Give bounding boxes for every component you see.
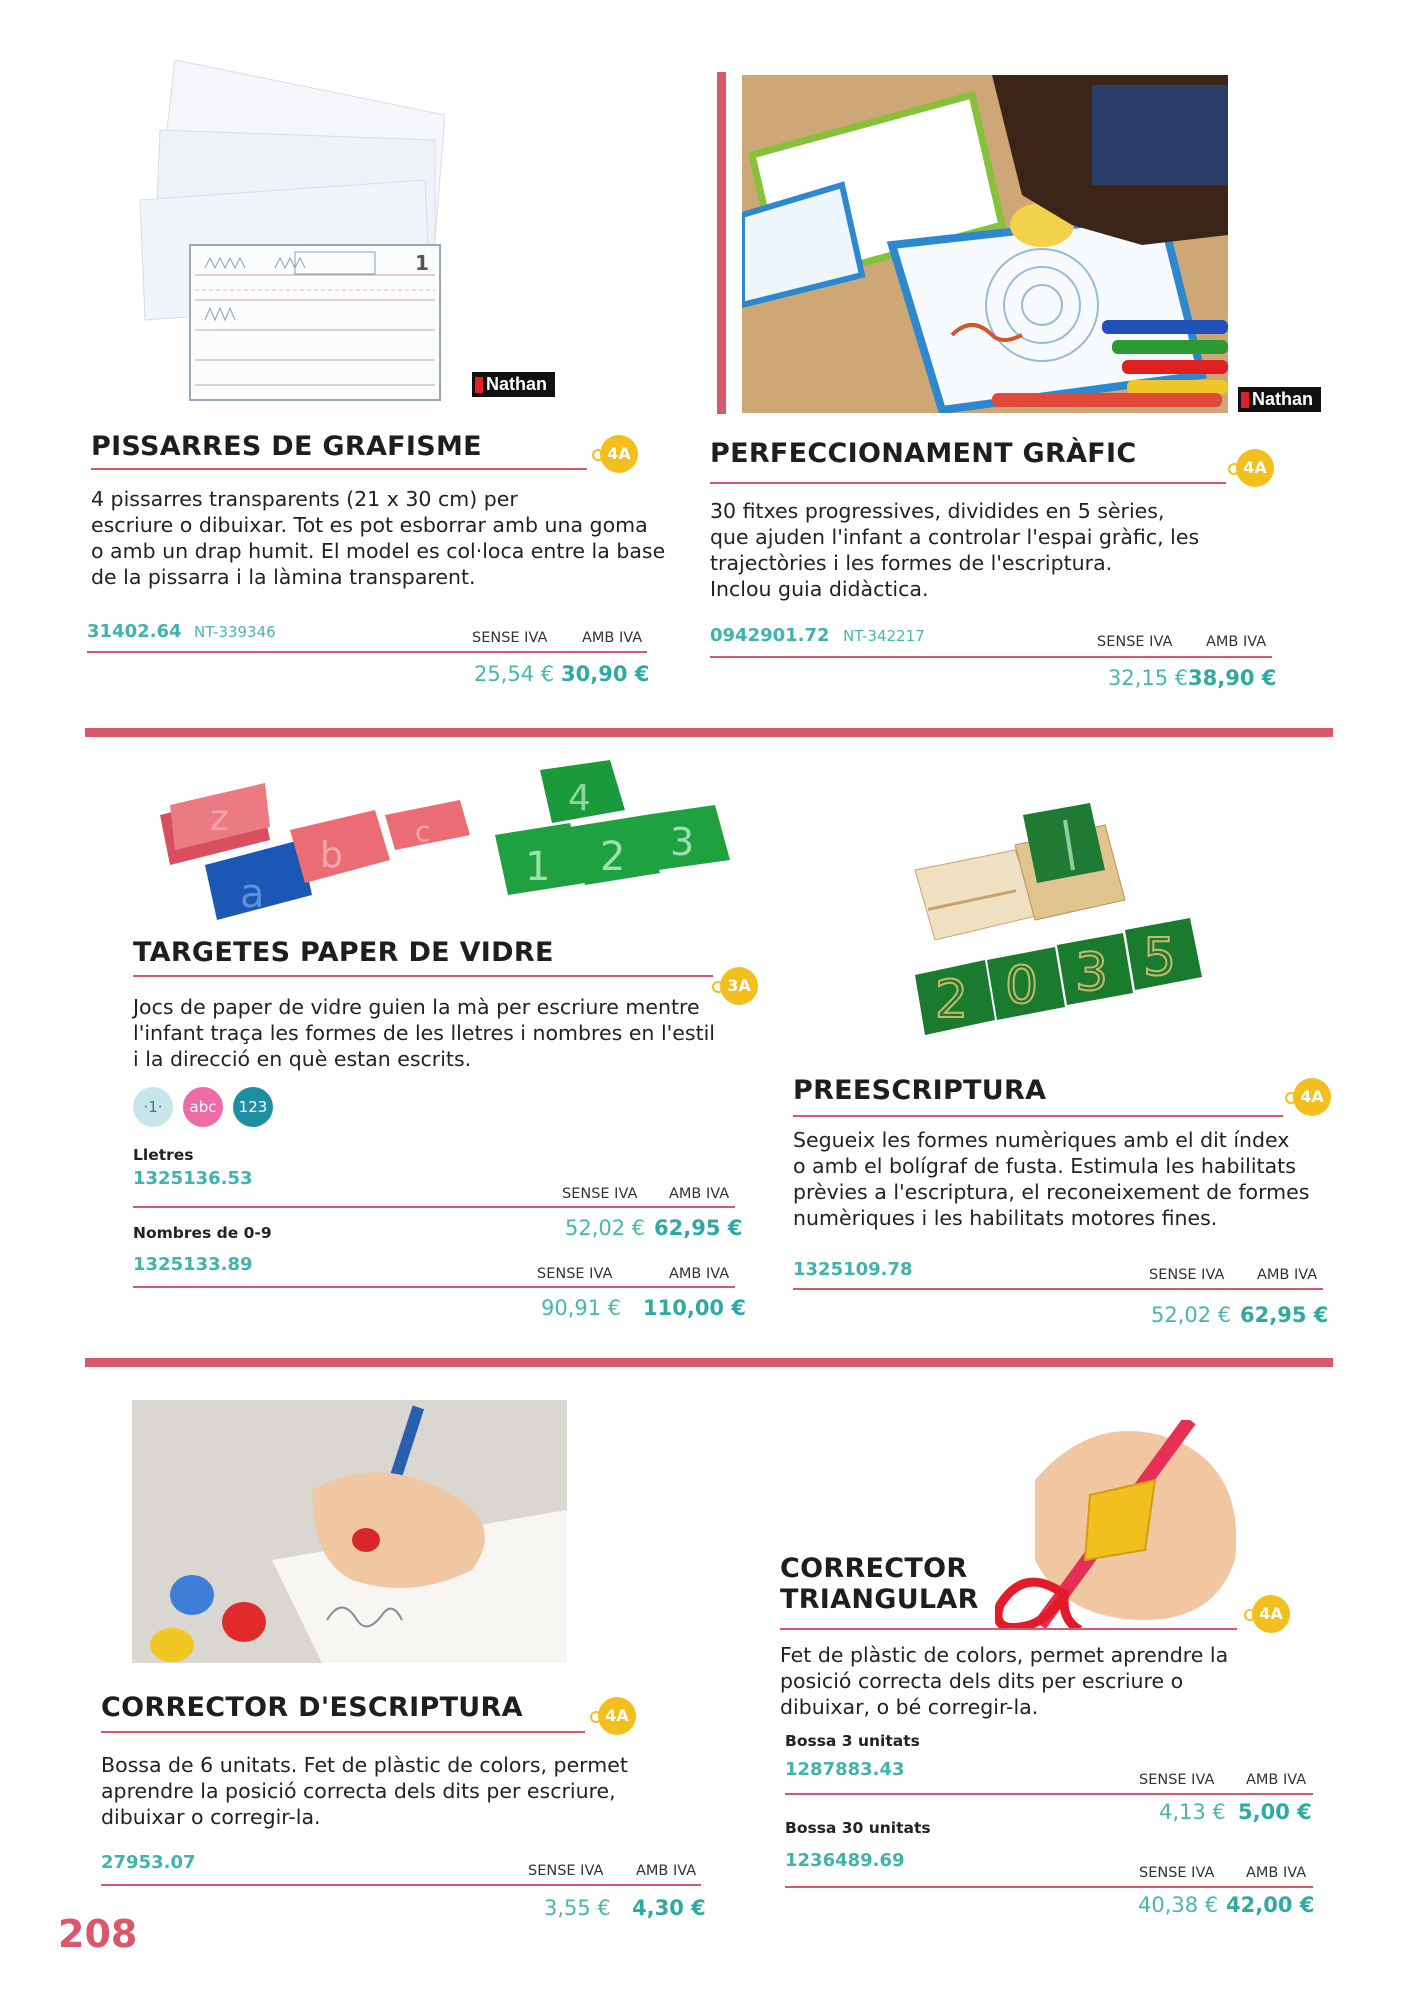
product-reference: NT-339346 [194, 623, 276, 641]
price-with-vat: 42,00 € [1226, 1893, 1315, 1917]
vertical-accent-bar [717, 72, 726, 414]
product-code: 1236489.69 [785, 1850, 905, 1871]
product-description: Jocs de paper de vidre guien la mà per escriure mentre l'infant traça les formes de les lletres i nombres en l'estil i la direcció en què estan escrits. [133, 995, 715, 1071]
label-amb-iva: AMB IVA [1257, 1267, 1318, 1283]
price-without-vat: 32,15 € [1108, 666, 1189, 690]
svg-text:1: 1 [415, 251, 429, 275]
price-without-vat: 4,13 € [1159, 1800, 1226, 1824]
price-without-vat: 52,02 € [565, 1216, 646, 1240]
product-title-pissarres: PISSARRES DE GRAFISME [91, 431, 482, 462]
price-without-vat: 90,91 € [541, 1296, 622, 1320]
variant-name: Lletres [133, 1146, 194, 1164]
label-amb-iva: AMB IVA [669, 1186, 730, 1202]
nathan-brand-logo: Nathan [1238, 387, 1321, 412]
product-image-transparent-boards [135, 60, 445, 405]
title-underline [101, 1731, 585, 1733]
product-code: 27953.07 [101, 1852, 196, 1873]
age-badge: 3A [712, 967, 752, 1007]
price-without-vat: 25,54 € [474, 662, 555, 686]
product-title-corrector-triangular: CORRECTOR TRIANGULAR [780, 1553, 979, 1616]
price-divider [133, 1206, 735, 1208]
svg-text:b: b [320, 835, 343, 876]
price-divider [133, 1286, 735, 1288]
price-divider [793, 1288, 1323, 1290]
product-image-writing-grips [132, 1400, 567, 1663]
svg-text:c: c [415, 815, 431, 848]
product-code: 1325136.53 [133, 1168, 253, 1189]
product-image-child-tracing [742, 75, 1228, 413]
product-title-targetes: TARGETES PAPER DE VIDRE [133, 937, 554, 968]
label-amb-iva: AMB IVA [1206, 634, 1267, 650]
title-underline [91, 468, 587, 470]
variant-name: Bossa 30 unitats [785, 1819, 931, 1837]
product-description: 30 fitxes progressives, dividides en 5 sèries, que ajuden l'infant a controlar l'espai gràfic, les trajectòries i les formes de l'escriptura. Inclou guia didàctica. [710, 499, 1200, 601]
product-title-preescriptura: PREESCRIPTURA [793, 1075, 1047, 1106]
label-amb-iva: AMB IVA [1246, 1772, 1307, 1788]
price-with-vat: 4,30 € [632, 1896, 706, 1920]
label-amb-iva: AMB IVA [582, 630, 643, 646]
product-image-sandpaper-cards [140, 755, 760, 925]
digit-3: 3 [1075, 943, 1109, 1003]
price-with-vat: 62,95 € [1240, 1303, 1329, 1327]
age-badge: 4A [1285, 1078, 1325, 1118]
product-title-perfeccionament: PERFECCIONAMENT GRÀFIC [710, 438, 1137, 469]
svg-text:2: 2 [600, 834, 626, 880]
svg-text:a: a [240, 871, 265, 917]
title-underline [793, 1115, 1283, 1117]
label-sense-iva: SENSE IVA [562, 1186, 638, 1202]
price-divider [87, 651, 647, 653]
label-amb-iva: AMB IVA [636, 1863, 697, 1879]
page-number: 208 [58, 1912, 138, 1956]
label-sense-iva: SENSE IVA [1097, 634, 1173, 650]
price-with-vat: 110,00 € [643, 1296, 746, 1320]
section-divider [85, 1358, 1333, 1367]
digit-2: 2 [935, 970, 969, 1030]
svg-text:1: 1 [525, 844, 551, 890]
product-reference: NT-342217 [843, 627, 925, 645]
digit-5: 5 [1143, 928, 1177, 988]
product-code: 31402.64 [87, 621, 182, 642]
svg-text:z: z [210, 798, 229, 839]
price-with-vat: 62,95 € [654, 1216, 743, 1240]
product-image-triangular-grip [995, 1420, 1250, 1630]
dots-icon: ·1· [133, 1087, 173, 1127]
product-description: Fet de plàstic de colors, permet aprendre la posició correcta dels dits per escriure o dibuixar, o bé corregir-la. [780, 1643, 1229, 1719]
product-description: 4 pissarres transparents (21 x 30 cm) per escriure o dibuixar. Tot es pot esborrar amb una goma o amb un drap humit. El model es col·loca entre la base de la pissarra i la làmina transparent. [91, 487, 666, 589]
product-description: Bossa de 6 unitats. Fet de plàstic de colors, permet aprendre la posició correcta dels dits per escriure, dibuixar o corregir-la. [101, 1753, 628, 1829]
price-divider [101, 1884, 701, 1886]
product-code: 1325133.89 [133, 1254, 253, 1275]
product-title-corrector-escriptura: CORRECTOR D'ESCRIPTURA [101, 1692, 523, 1723]
numbers-icon: 123 [233, 1087, 273, 1127]
age-badge: 4A [1228, 449, 1268, 489]
label-sense-iva: SENSE IVA [528, 1863, 604, 1879]
age-badge: 4A [592, 435, 632, 475]
title-underline [710, 482, 1226, 484]
label-sense-iva: SENSE IVA [537, 1266, 613, 1282]
product-code: 0942901.72 [710, 625, 830, 646]
svg-text:3: 3 [670, 820, 695, 864]
age-badge: 4A [590, 1697, 630, 1737]
product-code: 1325109.78 [793, 1259, 913, 1280]
nathan-brand-logo: Nathan [472, 372, 555, 397]
label-sense-iva: SENSE IVA [1139, 1772, 1215, 1788]
price-divider [785, 1886, 1313, 1888]
variant-name: Bossa 3 unitats [785, 1732, 920, 1750]
price-divider [710, 656, 1272, 658]
price-without-vat: 3,55 € [544, 1896, 611, 1920]
product-description: Segueix les formes numèriques amb el dit índex o amb el bolígraf de fusta. Estimula les habilitats prèvies a l'escriptura, el reconeixement de formes numèriques i les habilitats motores fines. [793, 1128, 1310, 1230]
title-underline [780, 1628, 1237, 1630]
digit-0: 0 [1005, 956, 1039, 1016]
price-with-vat: 38,90 € [1188, 666, 1277, 690]
price-without-vat: 52,02 € [1151, 1303, 1232, 1327]
price-divider [785, 1793, 1313, 1795]
letters-icon: abc [183, 1087, 223, 1127]
title-underline [133, 975, 713, 977]
price-without-vat: 40,38 € [1138, 1893, 1219, 1917]
label-amb-iva: AMB IVA [669, 1266, 730, 1282]
price-with-vat: 30,90 € [561, 662, 650, 686]
product-image-number-tracing-box [905, 795, 1225, 1050]
section-divider [85, 728, 1333, 737]
variant-name: Nombres de 0-9 [133, 1224, 272, 1242]
label-sense-iva: SENSE IVA [1139, 1865, 1215, 1881]
price-with-vat: 5,00 € [1238, 1800, 1312, 1824]
label-sense-iva: SENSE IVA [472, 630, 548, 646]
product-code: 1287883.43 [785, 1759, 905, 1780]
label-amb-iva: AMB IVA [1246, 1865, 1307, 1881]
age-badge: 4A [1244, 1595, 1284, 1635]
svg-text:4: 4 [568, 778, 591, 819]
label-sense-iva: SENSE IVA [1149, 1267, 1225, 1283]
